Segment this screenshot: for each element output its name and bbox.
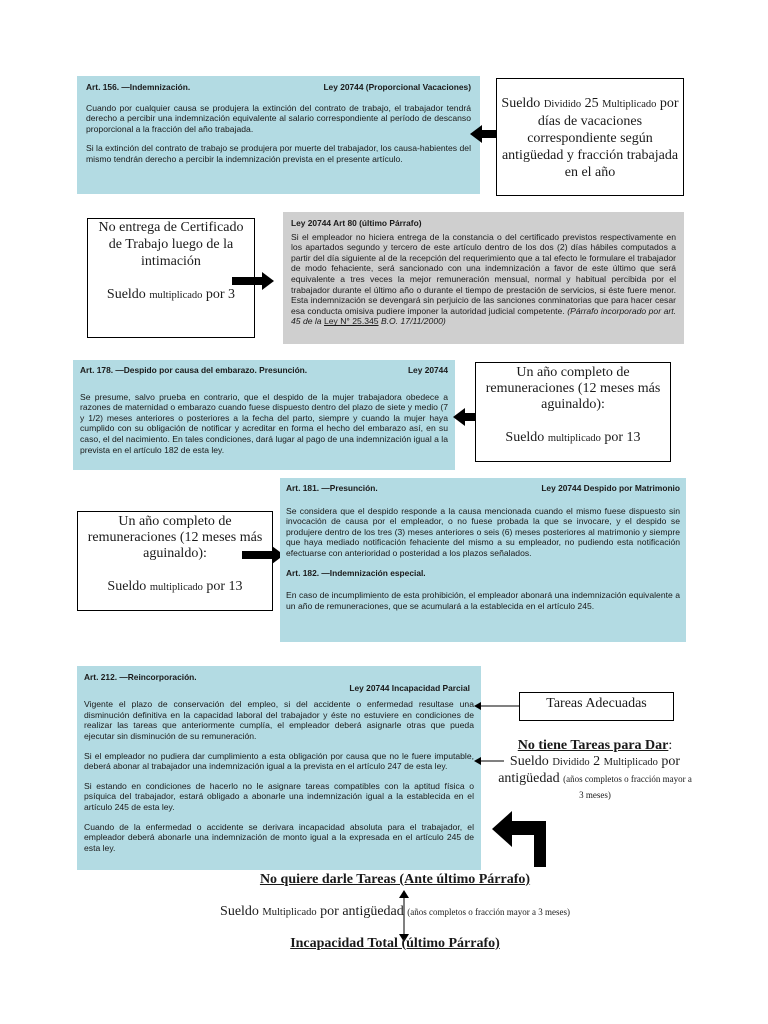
article-title: Art. 156. —Indemnización. [86,82,191,92]
law-reference: Ley 20744 (Proporcional Vacaciones) [323,82,471,92]
note-formula: Sueldo multiplicado por 13 [107,579,243,594]
law-reference: Ley 20744 Despido por Matrimonio [541,483,680,493]
arrow-right-icon [232,272,274,290]
note-title: No tiene Tareas para Dar: [517,738,673,753]
note-box-embarazo [475,362,671,462]
note-box-vacaciones: Sueldo Dividido 25 Multiplicado por días de vacaciones correspondiente según antigüedad y fracción trabajada en el año [496,78,684,196]
note-title: Un año completo de remuneraciones (12 meses más aguinaldo): [485,365,661,412]
tareas-adecuadas-box: Tareas Adecuadas [519,692,674,721]
article-title-2: Art. 182. —Indemnización especial. [286,567,426,578]
antiguedad-formula: Sueldo Multiplicado por antigüedad (años completos o fracción mayor a 3 meses) [220,904,570,919]
article-title: Ley 20744 Art 80 (último Párrafo) [291,218,422,228]
law-box-art-181-182 [280,478,686,642]
paragraph: Cuando por cualquier causa se produjera la extinción del contrato de trabajo, el trabajador tendrá derecho a percibir una indemnización equivalente al salario correspondiente al período de descanso proporcional a la fracción del año trabajada. [86,102,471,134]
note-formula: Sueldo multiplicado por 3 [106,287,236,302]
article-title: Art. 178. —Despido por causa del embarazo. Presunción. [80,365,308,375]
article-title: Art. 212. —Reincorporación. [84,672,197,682]
law-box-header [80,365,448,376]
law-reference: Ley 20744 [407,365,448,375]
bent-arrow-icon [492,811,550,867]
note-formula: Sueldo Dividido 2 Multiplicado por antigüedad (años completos o fracción mayor a 3 meses) [498,754,692,800]
paragraph: Si el empleador no pudiera dar cumplimiento a esta obligación por causa que no le fuere imputable, deberá abonar al trabajador una indemnización igual a la prevista en el artículo 247 de esta ley. [84,750,474,772]
no-tiene-tareas-note [498,738,692,803]
law-link[interactable]: Ley N° 25.345 [323,316,379,327]
paragraph: Si el empleador no hiciera entrega de la constancia o del certificado previstos respectivamente en los apartados segundo y tercero de este artículo dentro de los dos (2) días hábiles computados a partir del día siguiente al de la recepción del requerimiento que a tal efecto le formulare el trabajador de modo fehaciente, será sancionado con una indemnización a favor de este último que será equivalente a tres veces la mejor remuneración mensual, normal y habitual percibida por el trabajador durante el último año o durante el tiempo de prestación de servicios, si éste fuere menor. Esta indemnización se devengará sin perjuicio de las sanciones conminatorias que para hacer cesar esa conducta omisiva pudiere imponer la autoridad judicial competente. (Párrafo incorporado por art. 45 de la Ley N° 25.345 B.O. 17/11/2000) [291,231,676,327]
law-box-art-156 [77,76,480,194]
article-title: Art. 181. —Presunción. [286,483,378,493]
law-box-header [86,82,471,93]
paragraph: Cuando de la enfermedad o accidente se derivara incapacidad absoluta para el trabajador, el empleador deberá abonarle una indemnización de monto igual a la expresada en el artículo 245 de esta ley. [84,821,474,853]
paragraph: En caso de incumplimiento de esta prohibición, el empleador abonará una indemnización equivalente a un año de remuneraciones, que se acumulará a la establecida en el artículo 245. [286,590,680,611]
thin-arrow-left-icon [474,701,522,711]
law-box-art-212 [77,666,481,870]
paragraph: Vigente el plazo de conservación del empleo, si del accidente o enfermedad resultase una disminución definitiva en la capacidad laboral del trabajador y éste no estuviere en condiciones de realizar las tareas que anteriormente cumplía, el empleador deberá asignarle otras que pueda ejecutar sin disminución de su remuneración. [84,699,474,741]
law-box-header [286,483,680,494]
note-box-certificado [87,218,255,338]
no-quiere-tareas-label: No quiere darle Tareas (Ante último Párrafo) [259,872,531,887]
paragraph: Se considera que el despido responde a la causa mencionada cuando el mismo fuese dispuesto sin invocación de causa por el empleador, o no fuese probada la que se invocare, y el despido se produjere dentro de los tres (3) meses anteriores o seis (6) meses posteriores al matrimonio y siempre que haya mediado notificación fehaciente del mismo a su empleador, no pudiendo esta notificación efectuarse con anterioridad o posteridad a los plazos señalados. [286,505,680,558]
incapacidad-total-label: Incapacidad Total (último Párrafo) [290,936,500,951]
paragraph: Se presume, salvo prueba en contrario, que el despido de la mujer trabajadora obedece a razones de maternidad o embarazo cuando fuese dispuesto dentro del plazo de siete y medio (7 y 1/2) meses anteriores o posteriores a la fecha del parto, siempre y cuando la mujer haya cumplido con su obligación de notificar y acreditar en forma el hecho del embarazo así, en su caso, el del nacimiento. En tales condiciones, dará lugar al pago de una indemnización igual a la prevista en el artículo 182 de esta ley. [80,391,448,455]
law-box-art-178 [73,360,455,470]
note-formula: Sueldo multiplicado por 13 [505,430,641,445]
arrow-right-icon [242,546,284,564]
paragraph: Si estando en condiciones de hacerlo no le asignare tareas compatibles con la aptitud física o psíquica del trabajador, estará obligado a abonarle una indemnización igual a la establecida en el artículo 245 de esta ley. [84,780,474,812]
paragraph: Si la extinción del contrato de trabajo se produjera por muerte del trabajador, los causa-habientes del mismo tendrán derecho a percibir la indemnización prevista en el presente artículo. [86,143,471,164]
note-title: Un año completo de remuneraciones (12 meses más aguinaldo): [87,514,263,561]
law-reference: Ley 20744 Incapacidad Parcial [349,682,470,693]
note-title: No entrega de Certificado de Trabajo luego de la intimación [98,220,244,269]
law-box-art-80 [283,212,684,344]
